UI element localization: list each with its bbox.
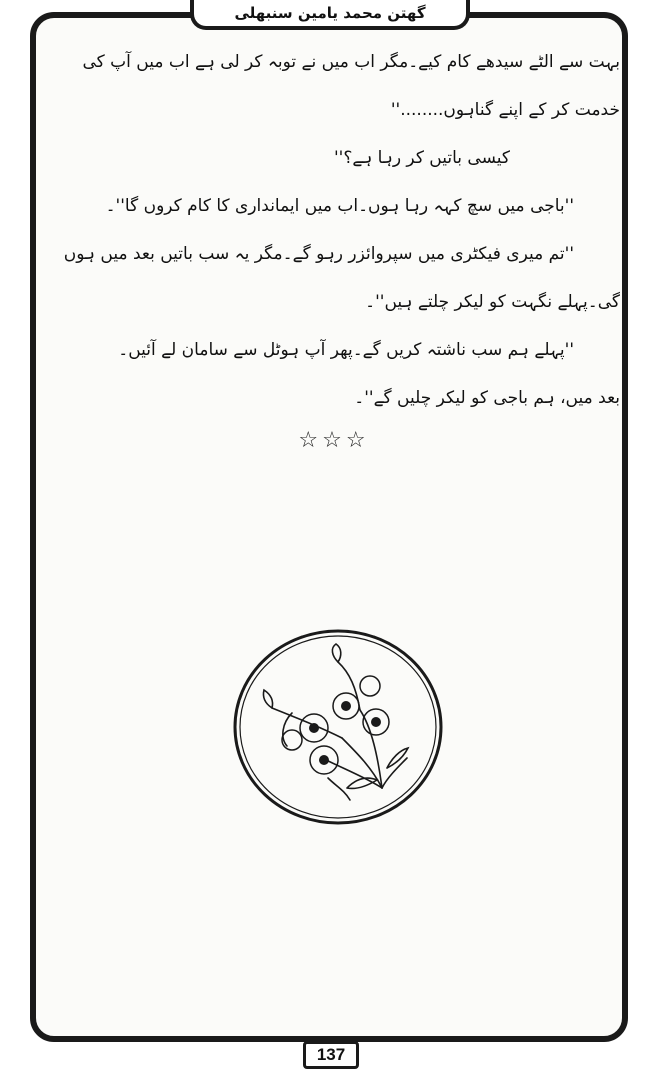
text-line: ''تم میری فیکٹری میں سپروائزر رہو گے۔مگر یہ سب باتیں بعد میں ہوں: [63, 244, 574, 264]
text-line: کیسی باتیں کر رہا ہے؟'': [333, 148, 510, 168]
text-line: گی۔پہلے نگہت کو لیکر چلتے ہیں''۔: [365, 292, 620, 312]
divider-stars: ☆☆☆: [298, 428, 370, 453]
flower-bouquet-emblem-icon: [232, 628, 444, 826]
page-number: 137: [303, 1041, 359, 1069]
body-text: [48, 40, 620, 424]
text-line: ''باجی میں سچ کہہ رہا ہوں۔اب میں ایمانداری کا کام کروں گا''۔: [105, 196, 574, 216]
header-tab: [190, 0, 470, 30]
text-line: خدمت کر کے اپنے گناہوں........'': [390, 100, 620, 120]
text-line: ''پہلے ہم سب ناشتہ کریں گے۔پھر آپ ہوٹل سے سامان لے آئیں۔: [118, 340, 574, 360]
text-line: بہت سے الٹے سیدھے کام کیے۔مگر اب میں نے توبہ کر لی ہے اب میں آپ کی: [82, 52, 620, 72]
text-line: بعد میں، ہم باجی کو لیکر چلیں گے''۔: [354, 388, 620, 408]
header-title: گھتن محمد یامین سنبھلی: [234, 4, 426, 22]
